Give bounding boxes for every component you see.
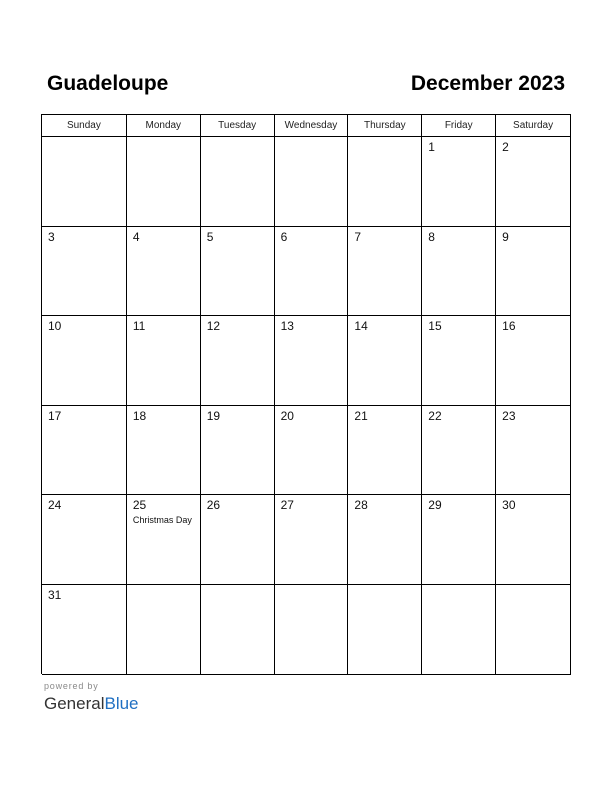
- day-cell: [422, 316, 496, 406]
- day-number: 14: [354, 319, 368, 334]
- day-number: 25: [132, 498, 147, 513]
- day-number: 17: [48, 408, 62, 423]
- day-cell: [496, 137, 571, 227]
- day-number: 2: [502, 140, 509, 154]
- holiday-label: Christmas Day: [132, 515, 192, 526]
- powered-by-text: powered by: [44, 681, 99, 691]
- day-cell: [201, 585, 275, 675]
- day-number: 22: [428, 408, 442, 423]
- day-cell: [348, 227, 422, 317]
- day-number: 9: [502, 229, 509, 244]
- day-cell: [42, 227, 127, 317]
- day-number: 6: [280, 229, 288, 244]
- day-cell: [275, 227, 349, 317]
- weekday-header: Tuesday: [201, 115, 275, 137]
- day-cell: [201, 227, 275, 317]
- day-number: 26: [206, 498, 221, 513]
- week-row: [42, 406, 571, 496]
- weekday-header: Sunday: [42, 115, 127, 137]
- day-number: 23: [502, 408, 516, 423]
- day-number: 28: [354, 498, 368, 513]
- weekday-header: Friday: [422, 115, 496, 137]
- day-cell: [201, 495, 275, 585]
- footer: [44, 681, 139, 714]
- day-cell: [422, 495, 496, 585]
- day-cell: [348, 585, 422, 675]
- day-cell: [42, 137, 127, 227]
- day-cell: [201, 316, 275, 406]
- day-cell: [127, 137, 201, 227]
- day-number: 8: [428, 229, 435, 244]
- day-cell: [496, 406, 571, 496]
- day-cell: [348, 406, 422, 496]
- calendar-grid: [41, 114, 571, 674]
- weekday-header: Wednesday: [275, 115, 349, 137]
- week-row: [42, 137, 571, 227]
- day-number: 19: [206, 408, 221, 423]
- day-cell: [127, 227, 201, 317]
- weekday-header: Thursday: [348, 115, 422, 137]
- day-number: 4: [132, 229, 140, 244]
- day-number: 15: [428, 319, 442, 334]
- day-cell: [348, 495, 422, 585]
- day-number: 10: [48, 319, 62, 334]
- day-cell: [348, 137, 422, 227]
- region-title: Guadeloupe: [47, 72, 169, 95]
- day-number: 16: [502, 319, 516, 334]
- week-row: [42, 495, 571, 585]
- day-number: 31: [48, 587, 62, 602]
- day-number: 29: [428, 498, 442, 513]
- day-number: 12: [206, 319, 221, 334]
- weekday-header-row: [42, 115, 571, 137]
- day-cell: [496, 227, 571, 317]
- day-number: 27: [280, 498, 294, 513]
- day-number: 3: [48, 229, 55, 244]
- brand-logo[interactable]: [44, 694, 139, 714]
- day-number: 18: [132, 408, 147, 423]
- day-cell: [422, 406, 496, 496]
- day-cell: [127, 495, 201, 585]
- weekday-header: Saturday: [496, 115, 571, 137]
- day-cell: [422, 137, 496, 227]
- day-number: 24: [48, 498, 62, 513]
- day-cell: [42, 406, 127, 496]
- day-number: 30: [502, 498, 516, 513]
- day-cell: [275, 495, 349, 585]
- weekday-header: Monday: [127, 115, 201, 137]
- brand-name-general: General: [44, 694, 105, 713]
- day-number: 13: [280, 319, 294, 334]
- day-number: 5: [206, 229, 214, 244]
- day-cell: [496, 495, 571, 585]
- day-cell: [275, 316, 349, 406]
- day-cell: [42, 495, 127, 585]
- week-row: [42, 316, 571, 406]
- day-cell: [127, 585, 201, 675]
- day-cell: [201, 137, 275, 227]
- day-number: 20: [280, 408, 294, 423]
- day-cell: [42, 316, 127, 406]
- day-number: 1: [428, 140, 435, 154]
- day-cell: [127, 406, 201, 496]
- day-number: 21: [354, 408, 368, 423]
- day-cell: [348, 316, 422, 406]
- brand-name-blue: Blue: [104, 694, 139, 713]
- day-cell: [496, 585, 571, 675]
- day-number: 11: [132, 319, 146, 334]
- day-cell: [275, 406, 349, 496]
- day-cell: [201, 406, 275, 496]
- day-cell: [496, 316, 571, 406]
- day-cell: [275, 137, 349, 227]
- day-cell: [275, 585, 349, 675]
- month-year-title: December 2023: [410, 72, 565, 95]
- day-cell: [127, 316, 201, 406]
- day-cell: [422, 585, 496, 675]
- week-row: [42, 227, 571, 317]
- day-number: 7: [354, 229, 362, 244]
- day-cell: [42, 585, 127, 675]
- day-cell: [422, 227, 496, 317]
- week-row: [42, 585, 571, 675]
